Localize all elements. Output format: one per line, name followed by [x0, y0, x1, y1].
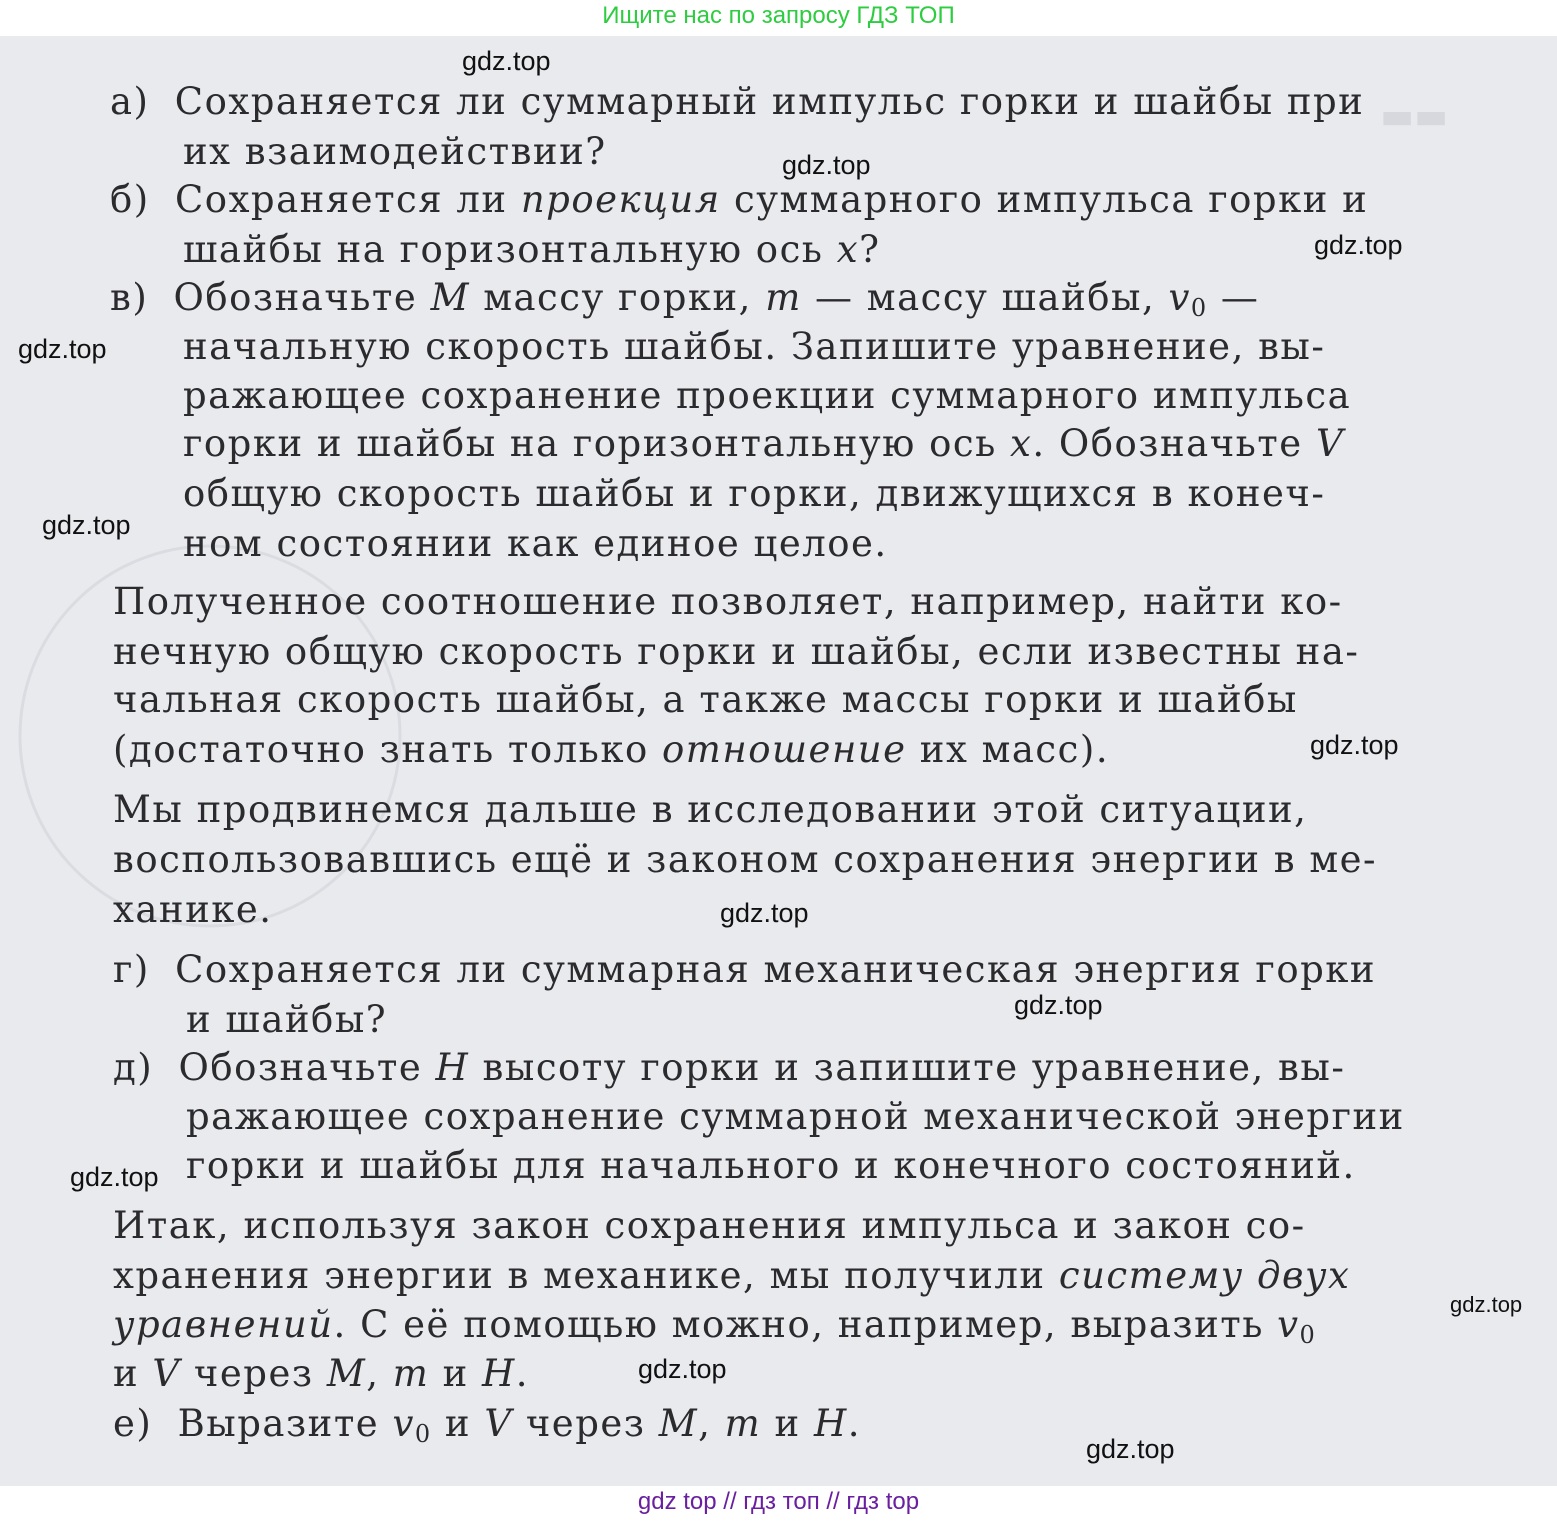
footer-links[interactable]: gdz top // гдз топ // гдз top	[0, 1486, 1557, 1522]
para3-line-3: уравнений. С её помощью можно, например, выразить $v_0$	[113, 1303, 1317, 1349]
para2-line-3: ханике.	[113, 888, 273, 931]
item-g-line-2: и шайбы?	[186, 998, 388, 1041]
watermark: gdz.top	[1450, 1292, 1523, 1317]
watermark: gdz.top	[1310, 730, 1399, 760]
item-g-line-1: г) Сохраняется ли суммарная механическая энергия горки	[113, 948, 1377, 991]
item-v-line-2: начальную скорость шайбы. Запишите уравнение, вы-	[183, 325, 1326, 368]
watermark: gdz.top	[1314, 230, 1403, 260]
watermark: gdz.top	[1086, 1434, 1175, 1464]
watermark: gdz.top	[18, 334, 107, 364]
item-g-label: г)	[113, 948, 150, 991]
item-v-line-6: ном состоянии как единое целое.	[183, 522, 888, 565]
para1-line-2: нечную общую скорость горки и шайбы, если известны на-	[113, 630, 1360, 673]
item-b-label: б)	[110, 178, 150, 221]
para3-line-1: Итак, используя закон сохранения импульса и закон со-	[113, 1204, 1306, 1247]
watermark: gdz.top	[1014, 990, 1103, 1020]
watermark: gdz.top	[720, 898, 809, 928]
watermark: gdz.top	[638, 1354, 727, 1384]
item-b-text-1: Сохраняется ли проекция суммарного импульса горки и	[174, 178, 1369, 221]
item-e-line-1: е) Выразите $v_0$ и V через M, m и H.	[113, 1402, 861, 1448]
item-b-line-1	[110, 178, 1368, 221]
item-b-line-2: шайбы на горизонтальную ось x?	[183, 228, 881, 271]
top-banner[interactable]: Ищите нас по запросу ГДЗ ТОП	[602, 2, 955, 29]
item-d-line-1: д) Обозначьте H высоту горки и запишите уравнение, вы-	[113, 1046, 1346, 1089]
item-a-line-1	[110, 80, 1364, 123]
watermark: gdz.top	[42, 510, 131, 540]
item-v-line-3: ражающее сохранение проекции суммарного импульса	[183, 374, 1352, 417]
para2-line-1: Мы продвинемся дальше в исследовании этой ситуации,	[113, 788, 1308, 831]
show-through	[0, 276, 11, 317]
item-a-line-2: их взаимодействии?	[183, 130, 607, 173]
show-through: ▬▬	[1380, 96, 1449, 137]
item-v-line-5: общую скорость шайбы и горки, движущихся в конеч-	[183, 472, 1326, 515]
item-a-text-1: Сохраняется ли суммарный импульс горки и шайбы при	[174, 80, 1365, 123]
watermark: gdz.top	[462, 46, 551, 76]
item-e-label: е)	[113, 1402, 153, 1445]
para3-line-2: хранения энергии в механике, мы получили систему двух	[113, 1254, 1351, 1297]
item-d-line-2: ражающее сохранение суммарной механической энергии	[186, 1095, 1405, 1138]
item-v-line-4: горки и шайбы на горизонтальную ось x. Обозначьте V	[183, 422, 1345, 465]
watermark: gdz.top	[782, 150, 871, 180]
item-d-line-3: горки и шайбы для начального и конечного состояний.	[186, 1144, 1356, 1187]
para2-line-2: воспользовавшись ещё и законом сохранения энергии в ме-	[113, 838, 1378, 881]
item-a-label: а)	[110, 80, 150, 123]
para1-line-3: чальная скорость шайбы, а также массы горки и шайбы	[113, 678, 1298, 721]
para3-line-4: и V через M, m и H.	[113, 1352, 530, 1395]
para1-line-4: (достаточно знать только отношение их масс).	[113, 728, 1110, 771]
para1-line-1: Полученное соотношение позволяет, например, найти ко-	[113, 580, 1343, 623]
item-v-line-1: в) Обозначьте M массу горки, m — массу шайбы, $v_0$ —	[110, 276, 1260, 322]
item-v-label: в)	[110, 276, 149, 319]
item-d-label: д)	[113, 1046, 154, 1089]
watermark: gdz.top	[70, 1162, 159, 1192]
